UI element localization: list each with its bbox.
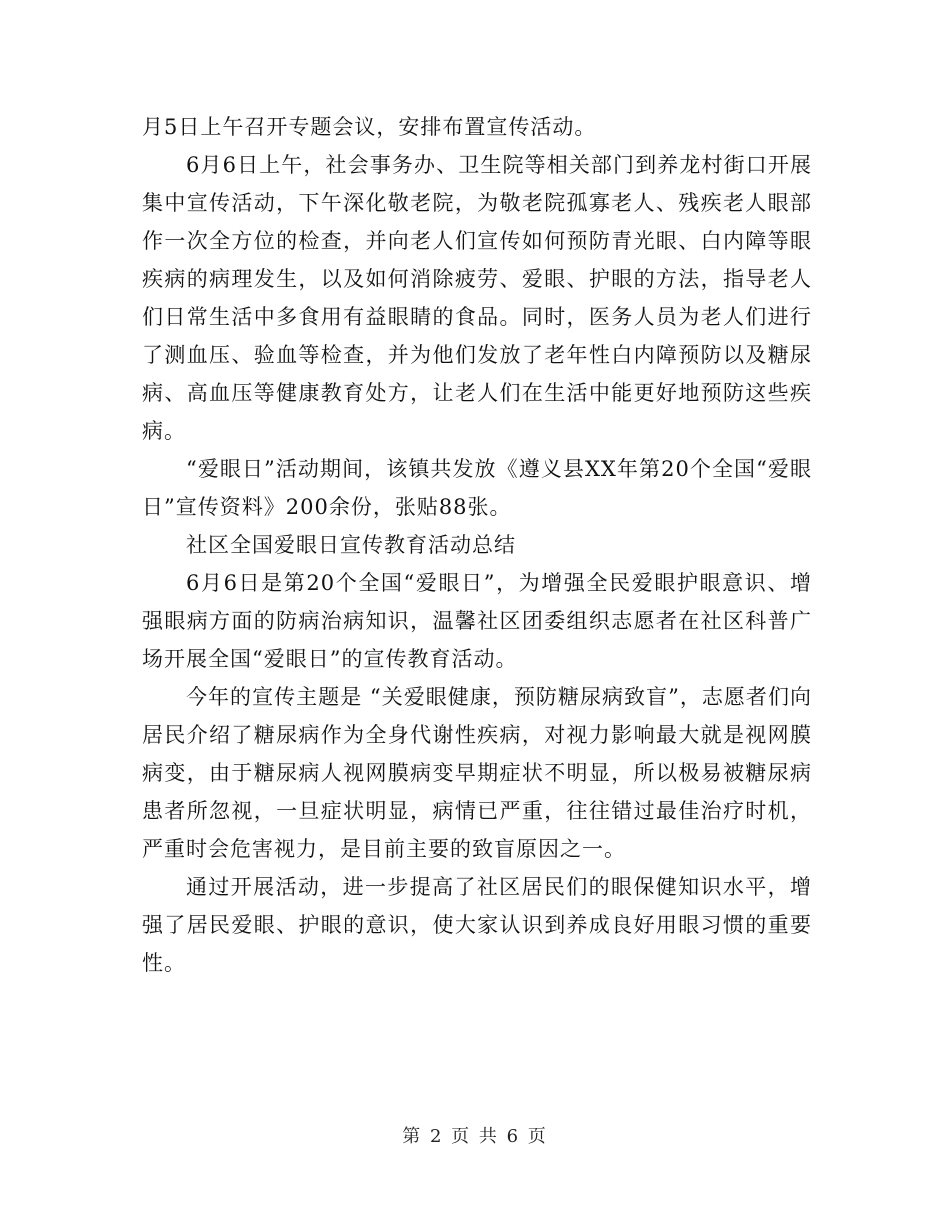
paragraph-2: 6月6日上午，社会事务办、卫生院等相关部门到养龙村街口开展集中宣传活动，下午深化敬老院，为敬老院孤寡老人、残疾老人眼部作一次全方位的检查，并向老人们宣传如何预防青光眼、白内障等眼疾病的病理发生，以及如何消除疲劳、爱眼、护眼的方法，指导老人们日常生活中多食用有益眼睛的食品。同时，医务人员为老人们进行了测血压、验血等检查，并为他们发放了老年性白内障预防以及糖尿病、高血压等健康教育处方，让老人们在生活中能更好地预防这些疾病。 (142, 153, 812, 443)
paragraph-3: “爱眼日”活动期间，该镇共发放《遵义县XX年第20个全国“爱眼日”宣传资料》200余份，张贴88张。 (142, 457, 812, 519)
section-heading: 社区全国爱眼日宣传教育活动总结 (186, 533, 516, 557)
paragraph-5: 6月6日是第20个全国“爱眼日”，为增强全民爱眼护眼意识、增强眼病方面的防病治病知识，温馨社区团委组织志愿者在社区科普广场开展全国“爱眼日”的宣传教育活动。 (142, 571, 812, 671)
document-body (142, 108, 812, 982)
paragraph-6: 今年的宣传主题是 “关爱眼健康，预防糖尿病致盲”，志愿者们向居民介绍了糖尿病作为全身代谢性疾病，对视力影响最大就是视网膜病变，由于糖尿病人视网膜病变早期症状不明显，所以极易被糖尿病患者所忽视，一旦症状明显，病情已严重，往往错过最佳治疗时机，严重时会危害视力，是目前主要的致盲原因之一。 (142, 685, 812, 861)
paragraph-7: 通过开展活动，进一步提高了社区居民们的眼保健知识水平，增强了居民爱眼、护眼的意识，使大家认识到养成良好用眼习惯的重要性。 (142, 875, 812, 975)
paragraph-1: 月5日上午召开专题会议，安排布置宣传活动。 (142, 115, 597, 139)
page-number-footer: 第 2 页 共 6 页 (402, 1126, 548, 1147)
